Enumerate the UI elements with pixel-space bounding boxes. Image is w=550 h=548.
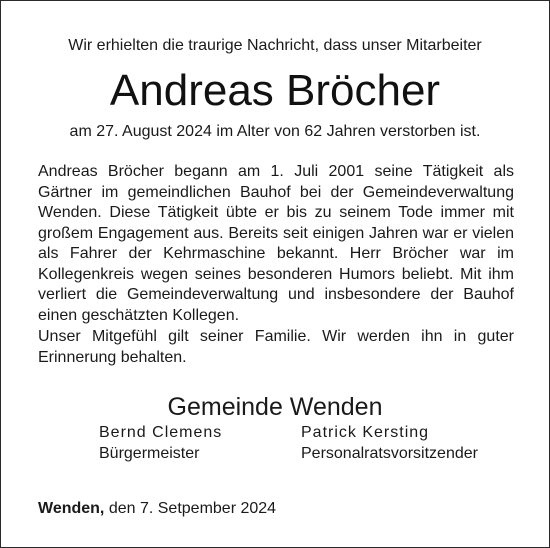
place: Wenden, [38,500,105,517]
organization-name: Gemeinde Wenden [167,393,383,421]
signatory-name: Bernd Clemens [99,424,223,441]
signatory-title: Personalratsvorsitzender [301,444,478,462]
signatory-mayor [99,423,222,464]
signatory-title: Bürgermeister [99,444,200,462]
place-and-date [38,499,276,519]
intro-text: Wir erhielten die traurige Nachricht, dass unser Mitarbeiter [68,37,482,54]
signatory-name: Patrick Kersting [301,424,430,441]
death-date-line: am 27. August 2024 im Alter von 62 Jahren verstorben ist. [69,123,481,140]
deceased-name: Andreas Bröcher [109,66,441,115]
tribute-paragraph: Andreas Bröcher begann am 1. Juli 2001 seine Tätigkeit als Gärtner im gemeindlichen Bauhof bei der Gemeindeverwaltung Wenden. Diese Tätigkeit übte er bis zu seinem Tode immer mit großem Engagement aus. Bereits seit einigen Jahren war er vielen als Fahrer der Kehrmaschine bekannt. Herr Bröcher war im Kollegenkreis wegen seines besonderen Humors beliebt. Mit ihm verliert die Gemeindeverwaltung und insbesondere der Bauhof einen geschätzten Kollegen. [38,163,514,324]
condolence-paragraph: Unser Mitgefühl gilt seiner Familie. Wir werden ihn in guter Erinnerung behalten. [38,328,514,366]
date: den 7. Setpember 2024 [108,500,277,517]
signatory-council-chair [301,423,478,464]
